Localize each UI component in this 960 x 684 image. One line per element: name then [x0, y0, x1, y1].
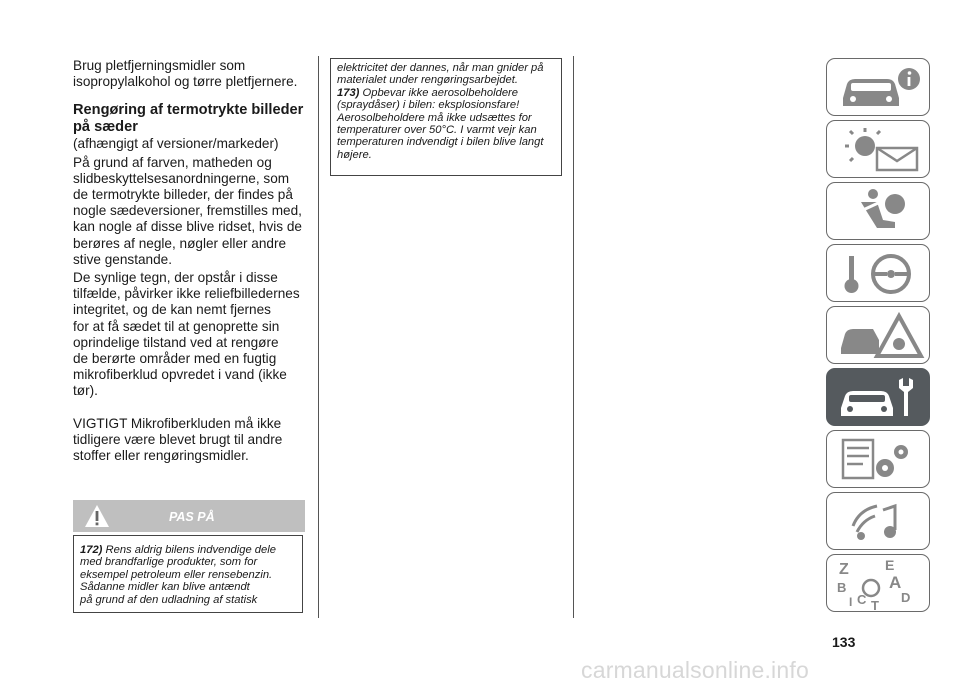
section-heading-line-1: Rengøring af termotrykte billeder — [73, 102, 304, 119]
tab-lights-messages[interactable] — [826, 120, 930, 178]
tab-starting-driving[interactable] — [826, 244, 930, 302]
warning-continuation-line: materialet under rengøringsarbejdet. — [337, 74, 518, 87]
specs-gears-icon — [833, 434, 925, 484]
warning-172-line: Rens aldrig bilens indvendige dele — [105, 544, 276, 556]
paragraph-2-line: de berørte områder med en fugtig — [73, 351, 277, 367]
watermark: carmanualsonline.info — [581, 657, 809, 683]
tab-multimedia[interactable] — [826, 492, 930, 550]
warning-173-line: temperaturen indvendigt i bilen blive langt — [337, 136, 544, 149]
warning-172-line: med brandfarlige produkter, som for — [80, 556, 258, 569]
paragraph-2-line: tilfælde, påvirker ikke reliefbilledernes — [73, 286, 300, 302]
column-divider-1 — [318, 56, 319, 618]
intro-line-2: isopropylalkohol og tørre pletfjernere. — [73, 74, 298, 90]
paragraph-2-line: integritet, og de kan nemt fjernes — [73, 302, 271, 318]
index-letter: Z — [839, 561, 849, 578]
warning-173-first-line — [337, 87, 555, 99]
warning-172-number: 172) — [80, 544, 103, 556]
warning-172-line: Sådanne midler kan blive antændt — [80, 581, 250, 594]
warning-172-line: eksempel petroleum eller rensebenzin. — [80, 568, 273, 581]
warning-header — [73, 500, 305, 532]
paragraph-1-line: På grund af farven, matheden og — [73, 154, 272, 170]
important-note-line: stoffer eller rengøringsmidler. — [73, 448, 249, 464]
paragraph-1-line: berøres af negle, nøgler eller andre — [73, 235, 287, 251]
tab-index[interactable] — [826, 554, 930, 612]
tab-car-info[interactable] — [826, 58, 930, 116]
car-wrench-icon — [833, 372, 925, 422]
paragraph-2-line: for at få sædet til at genoprette sin — [73, 318, 280, 334]
important-note-line: tidligere være blevet brugt til andre — [73, 431, 283, 447]
paragraph-1 — [73, 155, 308, 268]
index-letter: C — [857, 592, 867, 607]
index-letter: I — [849, 595, 853, 609]
page-number: 133 — [832, 634, 856, 650]
paragraph-1-line: slidbeskyttelsesanordningerne, som — [73, 170, 290, 186]
intro-line-1: Brug pletfjerningsmidler som — [73, 58, 246, 73]
warning-continuation-line: elektricitet der dannes, når man gnider på — [337, 62, 544, 74]
tab-servicing-maintenance[interactable] — [826, 368, 930, 426]
important-note-line: VIGTIGT Mikrofiberkluden må ikke — [73, 415, 282, 431]
paragraph-1-line: de termotrykte billeder, der findes på — [73, 187, 293, 203]
paragraph-2-line: tør). — [73, 383, 98, 399]
column-left — [73, 58, 308, 464]
section-subheading: (afhængigt af versioner/markeder) — [73, 136, 279, 152]
warning-title: PAS PÅ — [169, 510, 215, 524]
car-info-icon — [833, 62, 925, 112]
tab-technical-data[interactable] — [826, 430, 930, 488]
warning-box-172 — [73, 535, 303, 613]
warning-triangle-icon — [83, 503, 111, 529]
key-steering-wheel-icon — [833, 248, 925, 298]
car-crash-warning-icon — [833, 310, 925, 360]
paragraph-1-line: nogle sædeversioner, fremstilles med, — [73, 203, 302, 219]
paragraph-2-line: mikrofiberklud opvredet i vand (ikke — [73, 367, 287, 383]
paragraph-1-line: stive genstande. — [73, 251, 172, 267]
seat-airbag-icon — [833, 186, 925, 236]
section-heading-line-2: på sæder — [73, 118, 138, 135]
index-letter: T — [871, 598, 879, 612]
warning-173-line: temperaturer over 50°C. I varmt vejr kan — [337, 124, 537, 137]
paragraph-2 — [73, 270, 308, 400]
warning-173-number: 173) — [337, 86, 360, 99]
paragraph-2-line: oprindelige tilstand ved at rengøre — [73, 334, 279, 350]
column-divider-2 — [573, 56, 574, 618]
index-letters-icon — [833, 558, 925, 612]
warning-173-line: højere. — [337, 148, 372, 161]
warning-173-line: (spraydåser) i bilen: eksplosionsfare! — [337, 99, 520, 112]
index-letter: D — [901, 590, 911, 605]
index-letter: E — [885, 558, 895, 573]
warning-173-line: Opbevar ikke aerosolbeholdere — [362, 86, 518, 99]
lights-message-icon — [833, 124, 925, 174]
paragraph-2-line: De synlige tegn, der opstår i disse — [73, 270, 278, 286]
warning-173-line: Aerosolbeholdere må ikke udsættes for — [337, 111, 532, 124]
index-letter: B — [837, 580, 847, 595]
tab-safety[interactable] — [826, 182, 930, 240]
warning-box-173 — [330, 58, 562, 176]
warning-172-line: på grund af den udladning af statisk — [80, 593, 258, 606]
paragraph-1-line: kan nogle af disse blive ridset, hvis de — [73, 219, 302, 235]
warning-172-first-line — [80, 544, 296, 556]
index-letter: A — [889, 573, 902, 592]
tab-emergency[interactable] — [826, 306, 930, 364]
important-note — [73, 416, 308, 465]
multimedia-music-icon — [833, 496, 925, 546]
